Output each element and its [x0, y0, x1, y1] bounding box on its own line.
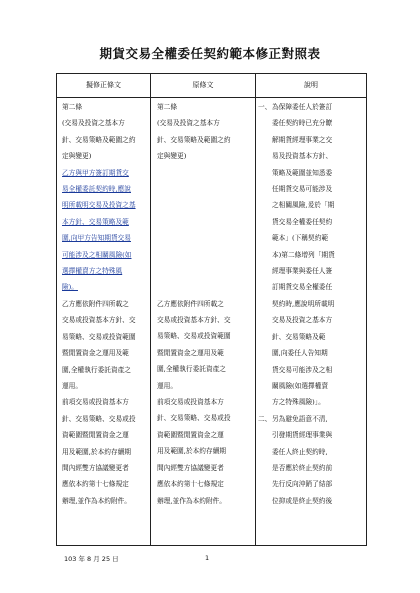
- original-column: [157, 99, 253, 509]
- document-title: 期貨交易全權委任契約範本修正對照表: [99, 46, 321, 61]
- revised-article-heading: 第二條 (交易及投資之基本方 針、交易策略及範圍之約 定與變更): [62, 103, 136, 161]
- original-paragraph-2: 前項交易或投資基本方 針、交易策略、交易或投 資範圍暨閒置資金之運 用及範圍,於本約存續期 間內經雙方協議變更者 應依本約第十七條規定 辦理,並作為本約附件。: [157, 398, 231, 505]
- item-text: 為保障委任人於簽訂 委任契約時已充分瞭 解期貨經理事業之交 易及投資基本方針、 策略及範圍並知悉委 任期貨交易可能涉及 之相關風險,爰於「期 貨交易全權委任契約 範本」(下稱契約範 本)第二條增列「期貨 經理事業與委任人簽 訂期貨交易全權委任 契約時,應說明所載明 交易及投資之基本方 針、交易策略及範 圍,向委任人告知期 貨交易可能涉及之相 關風險(如選擇權賣 方之特殊風險)」。: [272, 103, 335, 407]
- revised-column: [62, 99, 148, 509]
- original-blank-space: [157, 165, 253, 296]
- revised-added-paragraph: 乙方與甲方簽訂期貨交 易全權委託契約時,應說 明所載明交易及投資之基 本方針、交易策略及範 圍,向甲方告知期貨交易 可能涉及之相關風險(如 選擇權賣方之特殊風 險)。: [62, 168, 136, 292]
- header-explanation: 說明: [304, 81, 318, 89]
- header-original: 原條文: [192, 81, 214, 89]
- header-revised: 擬修正條文: [86, 81, 121, 89]
- revised-paragraph-2: 乙方應依附件四所載之 交易或投資基本方針、交 易策略、交易或投資範圍 暨閒置資金之運用及範 圍,全權執行委託資產之 運用。: [62, 299, 136, 390]
- column-divider: [255, 74, 256, 545]
- explanation-item-1: [258, 99, 365, 411]
- page-number: 1: [205, 554, 210, 562]
- comparison-table: [56, 73, 367, 546]
- item-text: 另為避免語意不清, 引發期貨經理事業與 委任人終止契約時, 是否應於終止契約前 先行反向沖銷了結部 位抑或是終止契約後: [272, 414, 333, 505]
- explanation-item-2: [258, 411, 365, 509]
- revised-paragraph-3: 前項交易或投資基本方 針、交易策略、交易或投 資範圍暨閒置資金之運 用及範圍,於本約存續期 間內經雙方協議變更者 應依本約第十七條規定 辦理,並作為本約附件。: [62, 398, 136, 505]
- item-number: 二、: [258, 414, 272, 423]
- column-divider: [150, 74, 151, 545]
- footer-date: 103 年 8 月 25 日: [64, 555, 119, 563]
- explanation-column: [258, 99, 365, 509]
- original-article-heading: 第二條 (交易及投資之基本方 針、交易策略及範圍之約 定與變更): [157, 103, 231, 161]
- header-divider: [57, 97, 366, 98]
- item-number: 一、: [258, 103, 272, 111]
- original-paragraph-1: 乙方應依附件四所載之 交易或投資基本方針、交 易策略、交易或投資範圍 暨閒置資金之運用及範 圍,全權執行委託資產之 運用。: [157, 299, 231, 390]
